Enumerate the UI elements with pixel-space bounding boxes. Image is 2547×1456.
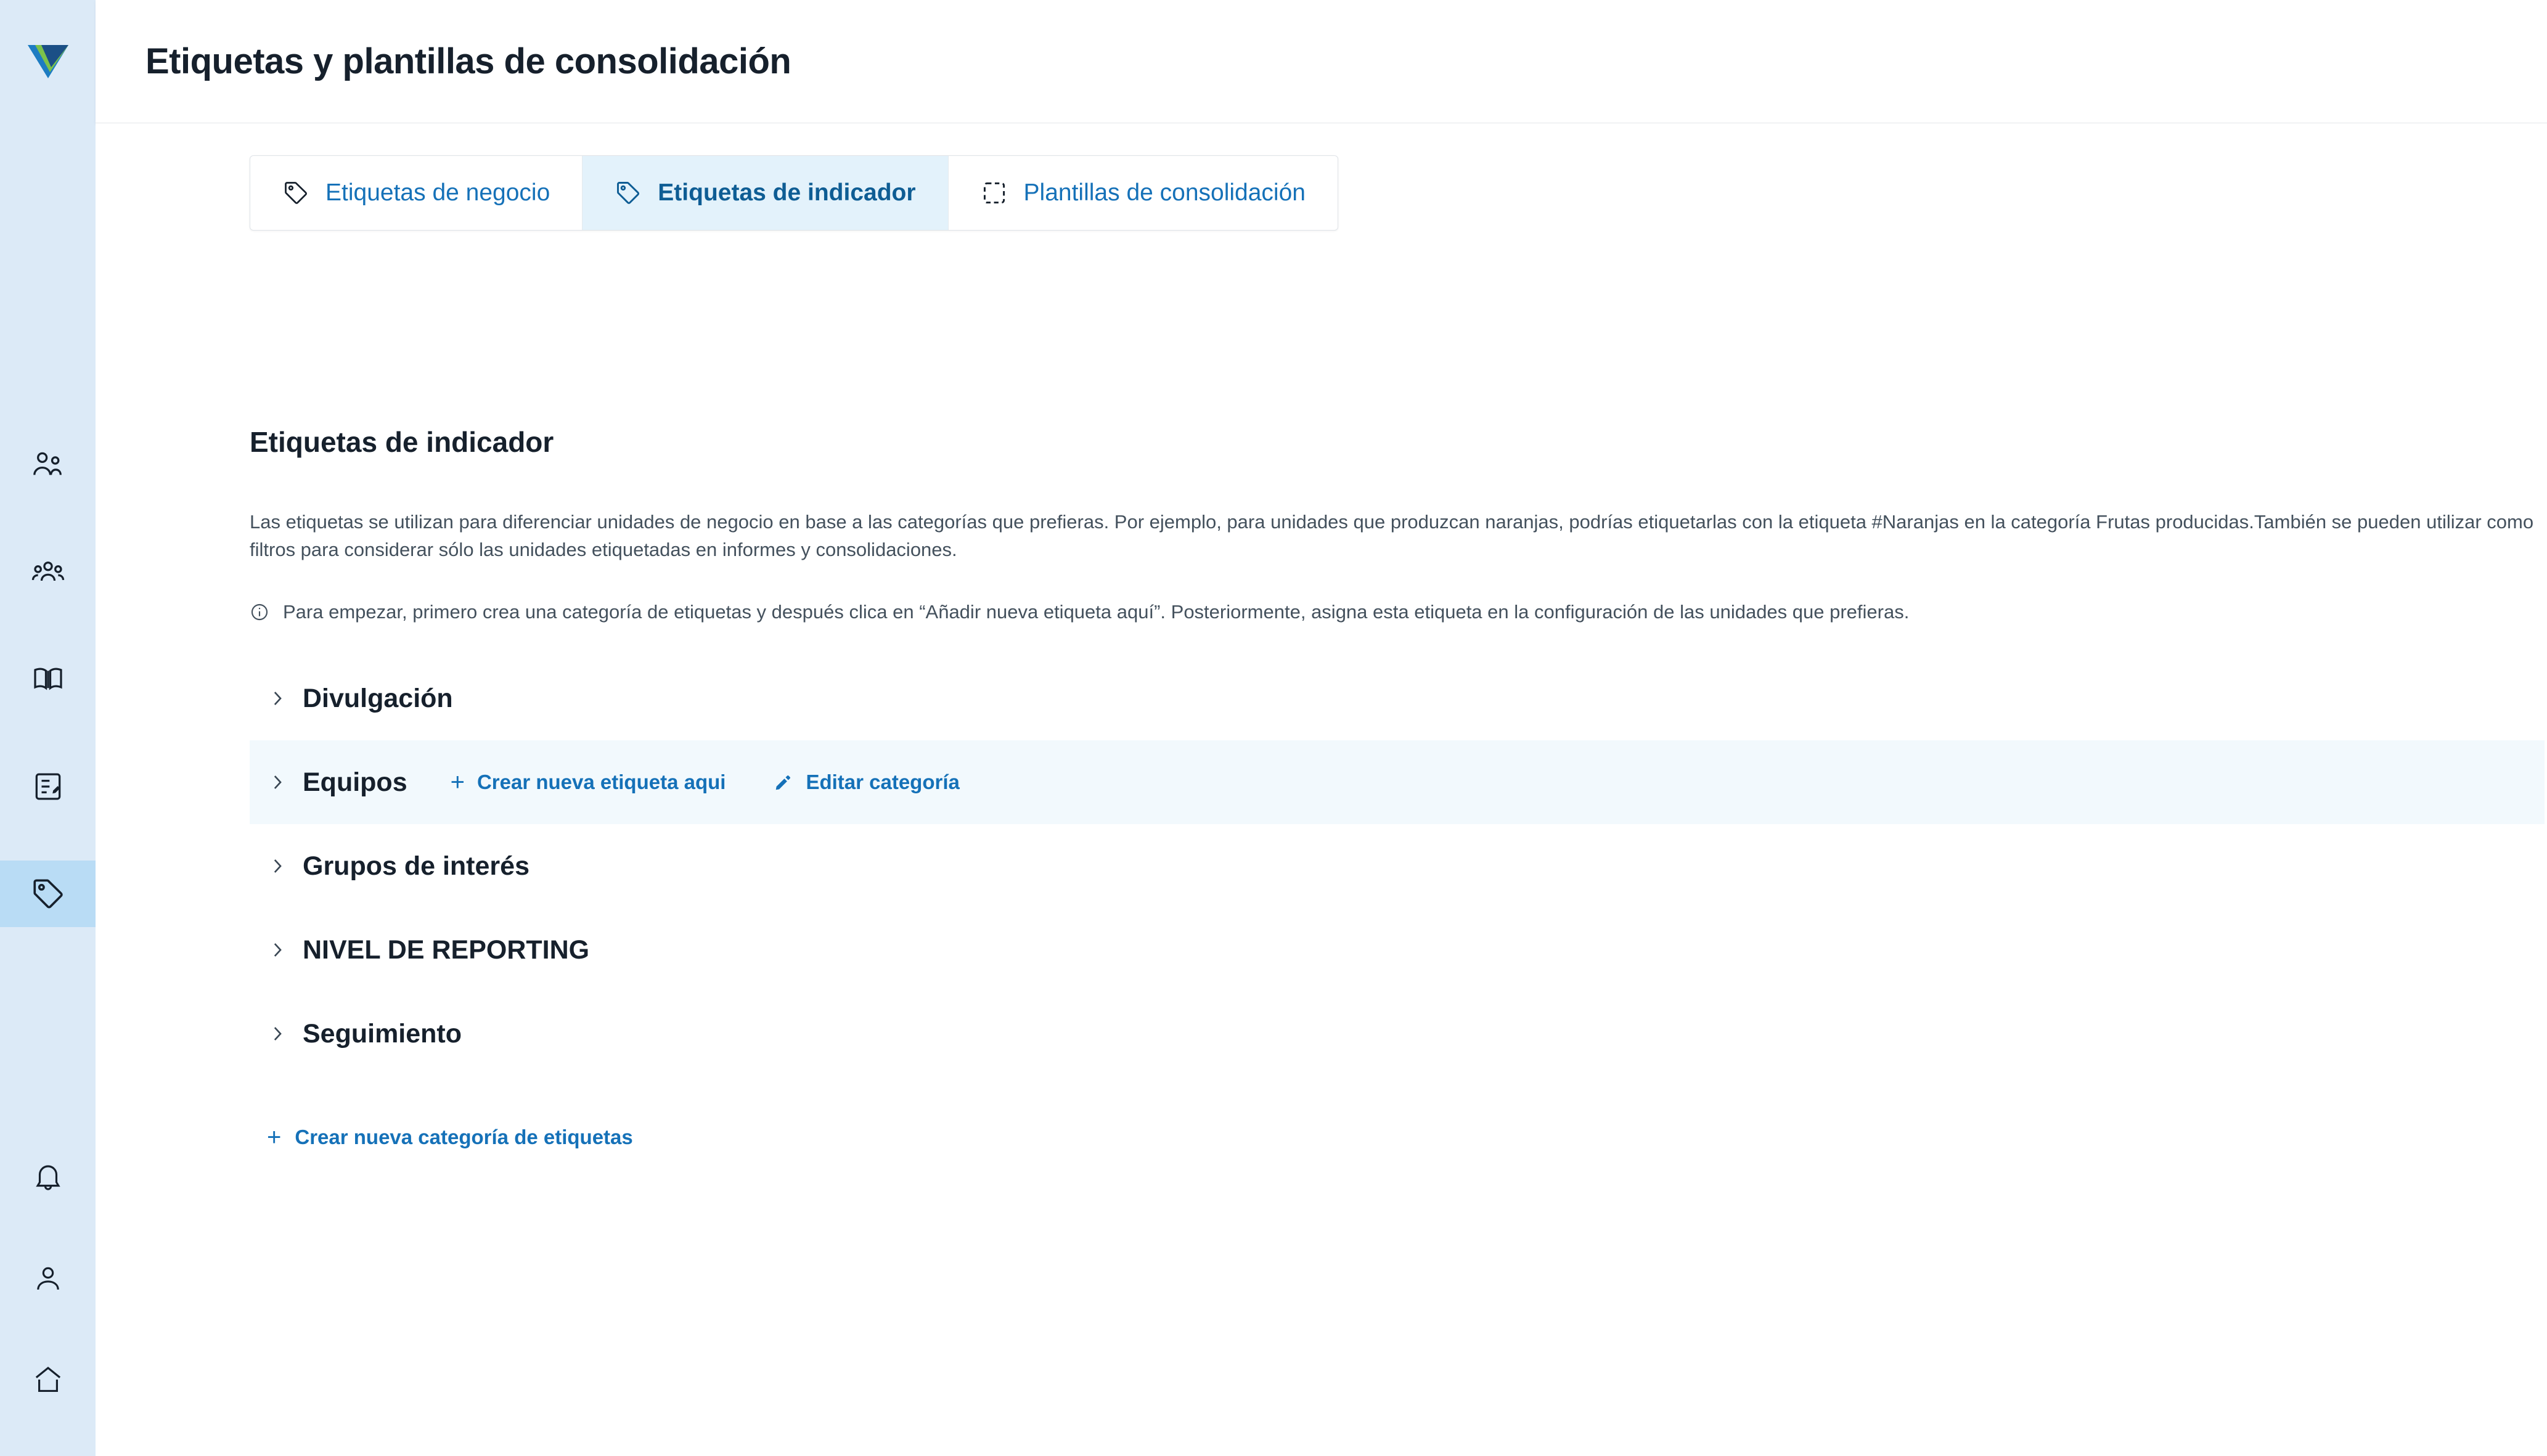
edit-category-label: Editar categoría (806, 771, 960, 793)
category-row-seguimiento[interactable] (250, 992, 2545, 1076)
bell-icon (31, 1161, 65, 1194)
tag-category-list (250, 656, 2545, 1076)
sidebar-bottom-nav (0, 1144, 96, 1413)
tag-icon (615, 179, 642, 207)
chevron-right-icon (269, 857, 296, 875)
vortex-logo-icon (27, 43, 70, 81)
home-icon (31, 1363, 65, 1396)
app-logo[interactable] (0, 0, 96, 123)
form-edit-icon (31, 769, 65, 804)
sidebar-item-library[interactable] (0, 646, 96, 713)
tab-label: Etiquetas de negocio (325, 179, 550, 206)
pencil-icon (774, 772, 793, 792)
chevron-right-icon (269, 689, 296, 708)
people-group-icon (31, 555, 65, 589)
category-name: Seguimiento (303, 1018, 462, 1049)
category-name: Grupos de interés (303, 851, 529, 881)
sidebar-item-reports[interactable] (0, 753, 96, 820)
sidebar-nav (0, 431, 96, 927)
page-header (96, 0, 2547, 123)
chevron-right-icon (269, 1025, 296, 1043)
category-row-divulgacion[interactable] (250, 656, 2545, 740)
create-tag-category-label: Crear nueva categoría de etiquetas (295, 1126, 633, 1148)
section-title: Etiquetas de indicador (250, 426, 554, 458)
tab-label: Plantillas de consolidación (1023, 179, 1306, 206)
user-icon (31, 1262, 65, 1295)
create-tag-here-label: Crear nueva etiqueta aqui (476, 771, 726, 793)
page-title: Etiquetas y plantillas de consolidación (145, 41, 791, 81)
sidebar-item-teams[interactable] (0, 539, 96, 605)
tab-etiquetas-de-negocio[interactable] (250, 156, 583, 230)
main-content (96, 123, 2547, 1456)
section-hint-text: Para empezar, primero crea una categoría de etiquetas y después clica en “Añadir nueva etiqueta aquí”. Posteriormente, asigna esta etiqueta en la configuración de las unidades que prefieras. (283, 601, 1910, 623)
sidebar-item-profile[interactable] (0, 1245, 96, 1312)
sidebar (0, 0, 96, 1456)
category-name: Equipos (303, 767, 407, 797)
plus-icon: + (267, 1124, 282, 1151)
category-name: Divulgación (303, 683, 453, 713)
category-name: NIVEL DE REPORTING (303, 935, 590, 965)
tab-bar (250, 155, 1338, 231)
plus-icon: + (450, 769, 465, 796)
tab-plantillas-de-consolidacion[interactable] (949, 156, 1338, 230)
sidebar-item-notifications[interactable] (0, 1144, 96, 1211)
sidebar-item-home[interactable] (0, 1346, 96, 1413)
edit-category-button[interactable] (774, 771, 959, 794)
info-circle-icon (250, 602, 269, 627)
sidebar-item-organization[interactable] (0, 431, 96, 498)
template-dashed-icon (981, 179, 1008, 207)
section-hint (250, 601, 1909, 627)
tag-icon (30, 876, 66, 912)
create-tag-here-button[interactable] (451, 770, 726, 795)
organization-icon (31, 448, 65, 482)
section-description: Las etiquetas se utilizan para diferenciar unidades de negocio en base a las categorías que prefieras. Por ejemplo, para unidades que produzcan naranjas, podrías etiquetarlas con la etiqueta #Naranjas en la categoría Frutas producidas.También se pueden utilizar como filtros para considerar sólo las unidades etiquetadas en informes y consolidaciones. (250, 511, 2534, 560)
sidebar-item-tags[interactable] (0, 861, 96, 927)
category-row-nivel-de-reporting[interactable] (250, 908, 2545, 992)
tag-icon (282, 179, 309, 207)
chevron-right-icon (269, 941, 296, 959)
category-row-equipos[interactable] (250, 740, 2545, 824)
create-tag-category-button[interactable] (267, 1125, 633, 1150)
tab-etiquetas-de-indicador[interactable] (583, 156, 948, 230)
category-row-grupos-de-interes[interactable] (250, 824, 2545, 908)
book-icon (31, 662, 65, 697)
tab-label: Etiquetas de indicador (658, 179, 916, 206)
chevron-right-icon (269, 773, 296, 791)
